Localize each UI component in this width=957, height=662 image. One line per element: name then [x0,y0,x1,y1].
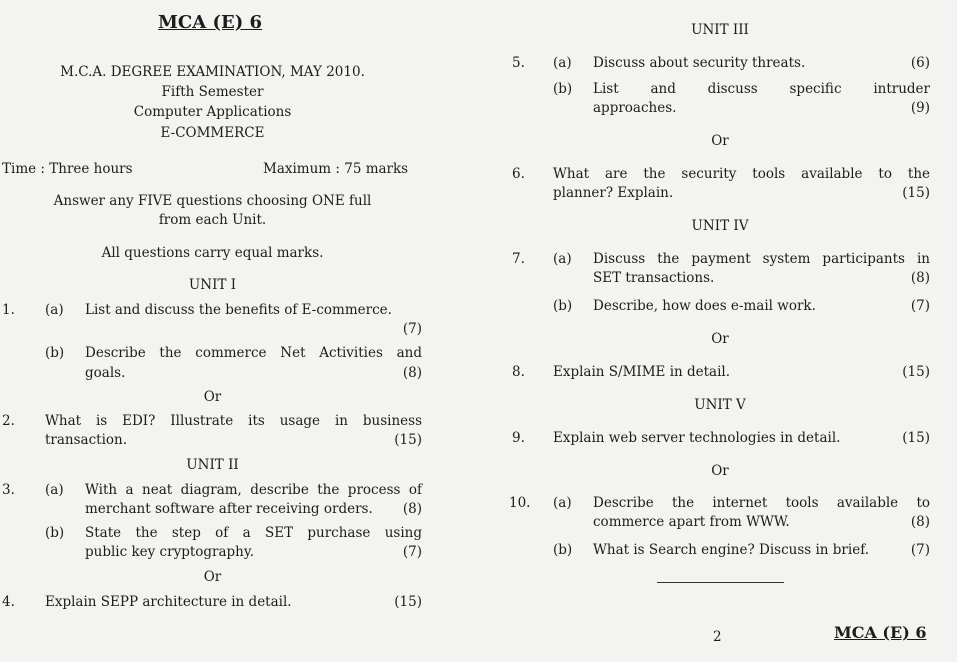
question-2-line-2: transaction. [45,432,128,448]
exam-title: M.C.A. DEGREE EXAMINATION, MAY 2010. [60,64,365,80]
question-1b-label: (b) [45,345,65,361]
question-6-line-2: planner? Explain. [553,185,674,201]
question-2-number: 2. [2,413,15,429]
or-divider-1: Or [203,389,222,405]
question-5a-text: Discuss about security threats. [593,55,806,71]
maximum-marks: Maximum : 75 marks [263,161,409,177]
question-3a-marks: (8) [402,501,422,517]
question-7a-label: (a) [553,251,572,267]
question-5b-line-2: approaches. [593,100,677,116]
question-9-marks: (15) [902,430,930,446]
question-9-text: Explain web server technologies in detail. [553,430,841,446]
question-3b-line-1: State the step of a SET purchase using [85,525,422,541]
or-divider-5: Or [711,463,729,479]
question-7b-label: (b) [553,298,573,314]
question-10b-text: What is Search engine? Discuss in brief. [593,542,869,558]
question-6-line-1: What are the security tools available to the [553,166,930,182]
question-3b-label: (b) [45,525,65,541]
question-10-number: 10. [509,495,531,511]
question-9-number: 9. [512,430,525,446]
page-number: 2 [713,629,722,645]
question-3-number: 3. [2,482,15,498]
question-10a-line-1: Describe the internet tools available to [593,495,930,511]
question-6-number: 6. [512,166,525,182]
question-10b-marks: (7) [910,542,930,558]
time-allowed: Time : Three hours [2,161,133,177]
question-7-number: 7. [512,251,525,267]
question-3a-label: (a) [45,482,64,498]
paper-title: E-COMMERCE [160,125,265,141]
paper-code-header: MCA (E) 6 [158,12,263,33]
question-8-text: Explain S/MIME in detail. [553,364,731,380]
question-5a-marks: (6) [910,55,930,71]
question-5b-label: (b) [553,81,573,97]
question-4-text: Explain SEPP architecture in detail. [45,594,292,610]
question-7a-marks: (8) [910,270,930,286]
footer-paper-code: MCA (E) 6 [834,623,927,642]
question-2-marks: (15) [394,432,422,448]
question-4-number: 4. [2,594,15,610]
semester: Fifth Semester [161,84,264,100]
question-1b-line-2: goals. [85,365,126,381]
question-7a-line-2: SET transactions. [593,270,715,286]
question-1a-text: List and discuss the benefits of E-commerce. [85,302,392,318]
question-1b-line-1: Describe the commerce Net Activities and [85,345,422,361]
unit-2-heading: UNIT II [186,457,239,473]
question-10a-line-2: commerce apart from WWW. [593,514,790,530]
question-8-number: 8. [512,364,525,380]
end-rule [657,582,784,583]
question-8-marks: (15) [902,364,930,380]
question-10a-label: (a) [553,495,572,511]
question-1b-marks: (8) [402,365,422,381]
question-5-number: 5. [512,55,525,71]
question-7a-line-1: Discuss the payment system participants in [593,251,930,267]
question-4-marks: (15) [394,594,422,610]
question-1-number: 1. [2,302,15,318]
instructions-line-2: from each Unit. [158,212,267,228]
question-3a-line-1: With a neat diagram, describe the process of [85,482,422,498]
or-divider-2: Or [203,569,222,585]
question-6-marks: (15) [902,185,930,201]
question-7b-marks: (7) [910,298,930,314]
unit-4-heading: UNIT IV [691,218,749,234]
or-divider-3: Or [711,133,729,149]
question-3b-line-2: public key cryptography. [85,544,254,560]
unit-3-heading: UNIT III [691,22,749,38]
question-7b-text: Describe, how does e-mail work. [593,298,816,314]
question-5b-marks: (9) [910,100,930,116]
or-divider-4: Or [711,331,729,347]
unit-1-heading: UNIT I [188,277,237,293]
equal-marks-note: All questions carry equal marks. [101,245,324,261]
question-5b-line-1: List and discuss specific intruder [593,81,930,97]
question-5a-label: (a) [553,55,572,71]
unit-5-heading: UNIT V [694,397,746,413]
question-1a-marks: (7) [402,321,422,337]
question-10b-label: (b) [553,542,573,558]
question-3b-marks: (7) [402,544,422,560]
question-2-line-1: What is EDI? Illustrate its usage in business [45,413,422,429]
question-1a-label: (a) [45,302,64,318]
instructions-line-1: Answer any FIVE questions choosing ONE full [53,193,372,209]
question-10a-marks: (8) [910,514,930,530]
question-3a-line-2: merchant software after receiving orders. [85,501,373,517]
subject: Computer Applications [133,104,292,120]
